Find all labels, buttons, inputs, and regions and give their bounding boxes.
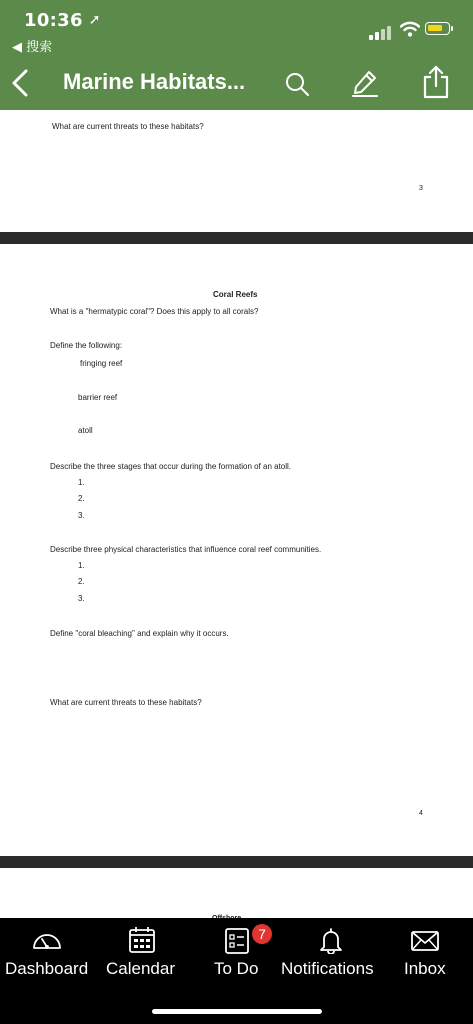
status-time [24, 10, 101, 31]
home-indicator[interactable] [152, 1009, 322, 1014]
page-separator [0, 232, 473, 244]
list-item: 1. [78, 561, 85, 570]
page4-heading: Coral Reefs [213, 290, 258, 299]
question-hermatypic: What is a "hermatypic coral"? Does this apply to all corals? [50, 307, 259, 316]
todo-icon [224, 926, 250, 954]
search-icon[interactable] [284, 71, 310, 97]
todo-badge: 7 [252, 924, 272, 944]
share-icon[interactable] [420, 64, 452, 100]
location-arrow-icon: ➚ [88, 12, 101, 28]
back-chevron-icon[interactable] [8, 68, 36, 98]
tab-dashboard[interactable] [0, 918, 94, 990]
page3-question-threats: What are current threats to these habitats? [52, 122, 204, 131]
document-viewer[interactable] [0, 110, 473, 918]
calendar-icon [128, 926, 156, 954]
list-item: 2. [78, 577, 85, 586]
page-title: Marine Habitats... [63, 69, 246, 94]
tab-notifications-label: Notifications [281, 959, 374, 978]
question-physical-characteristics: Describe three physical characteristics that influence coral reef communities. [50, 545, 322, 554]
edit-pencil-icon[interactable] [350, 68, 380, 98]
list-item: 2. [78, 494, 85, 503]
page-separator [0, 856, 473, 868]
list-item: 3. [78, 594, 85, 603]
tab-notifications[interactable] [278, 918, 384, 990]
cellular-signal-icon [369, 26, 395, 40]
question-atoll-stages: Describe the three stages that occur during the formation of an atoll. [50, 462, 292, 471]
bell-icon [317, 926, 345, 954]
term-barrier-reef: barrier reef [78, 393, 118, 402]
tab-inbox[interactable] [400, 918, 452, 990]
question-threats: What are current threats to these habitats? [50, 698, 202, 707]
page3-number: 3 [419, 185, 423, 192]
tab-calendar-label: Calendar [106, 959, 175, 978]
page4-number: 4 [419, 810, 423, 817]
tab-dashboard-label: Dashboard [5, 959, 89, 978]
question-define: Define the following: [50, 341, 123, 350]
tab-todo-label: To Do [214, 959, 259, 978]
tab-todo[interactable] [206, 918, 268, 990]
term-fringing-reef: fringing reef [80, 359, 123, 368]
inbox-icon [410, 926, 440, 954]
status-time-text: 10:36 [24, 10, 83, 31]
list-item: 3. [78, 511, 85, 520]
wifi-icon [400, 21, 420, 37]
top-bar [0, 0, 473, 110]
list-item: 1. [78, 478, 85, 487]
tab-calendar[interactable] [100, 918, 184, 990]
battery-icon [425, 22, 450, 35]
question-coral-bleaching: Define "coral bleaching" and explain why it occurs. [50, 629, 229, 638]
tab-inbox-label: Inbox [404, 959, 446, 978]
dashboard-icon [31, 926, 63, 954]
back-to-app-link[interactable]: ◀ 搜索 [12, 40, 53, 55]
term-atoll: atoll [78, 426, 93, 435]
